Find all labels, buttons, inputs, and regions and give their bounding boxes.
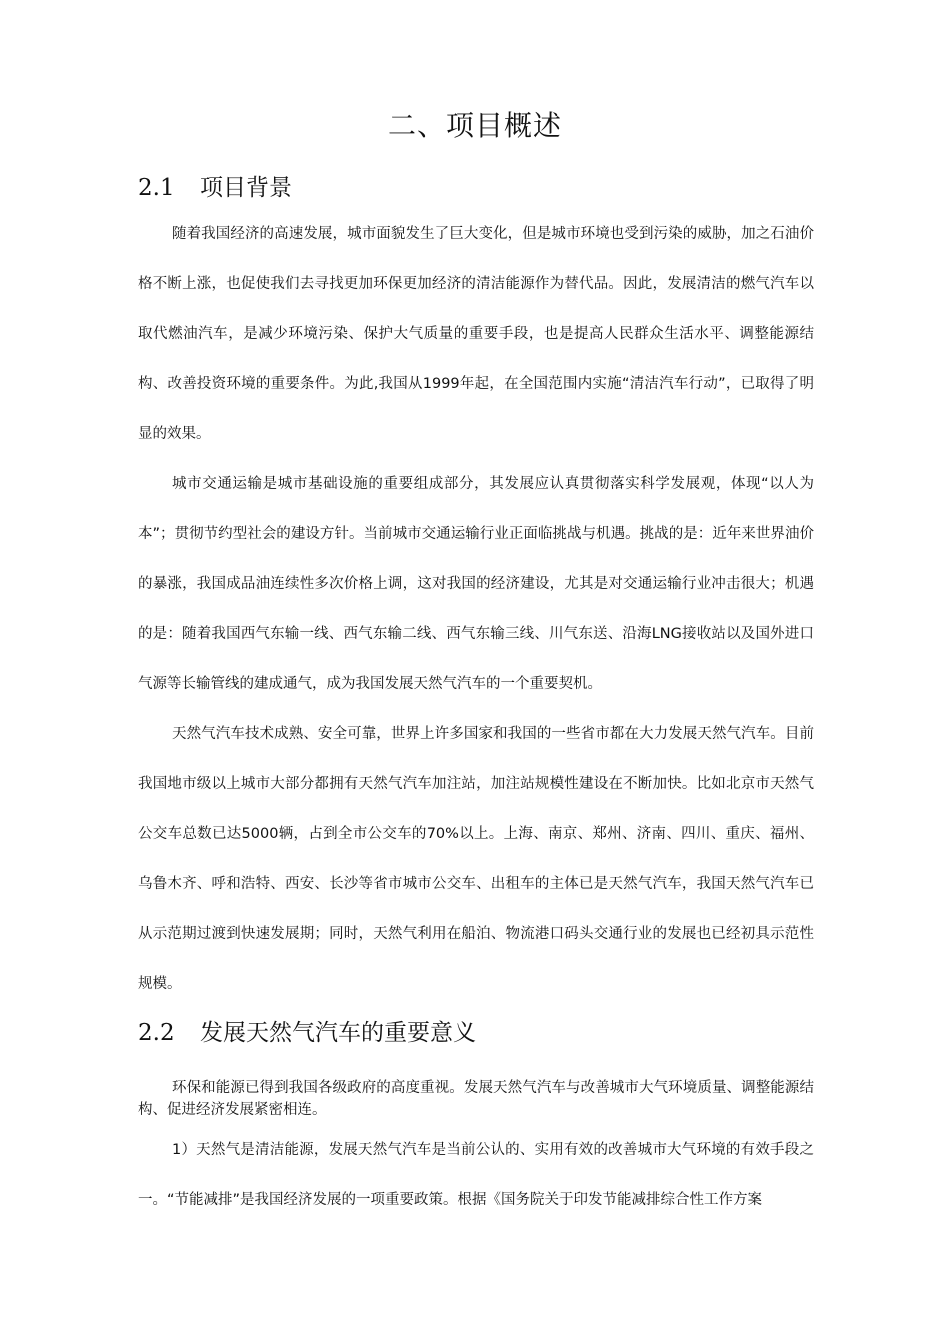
paragraph-significance-1: 1）天然气是清洁能源，发展天然气汽车是当前公认的、实用有效的改善城市大气环境的有效手段之一。“节能减排”是我国经济发展的一项重要政策。根据《国务院关于印发节能减排综合性工作方案 [138, 1142, 814, 1208]
chapter-title: 二、项目概述 [387, 109, 562, 142]
section-title: 发展天然气汽车的重要意义 [200, 1020, 476, 1046]
paragraph-background-3: 天然气汽车技术成熟、安全可靠，世界上许多国家和我国的一些省市都在大力发展天然气汽车。目前我国地市级以上城市大部分都拥有天然气汽车加注站，加注站规模性建设在不断加快。比如北京市天然气公交车总数已达5000辆，占到全市公交车的70%以上。上海、南京、郑州、济南、四川、重庆、福州、乌鲁木齐、呼和浩特、西安、长沙等省市城市公交车、出租车的主体已是天然气汽车，我国天然气汽车已从示范期过渡到快速发展期；同时，天然气利用在船泊、物流港口码头交通行业的发展也已经初具示范性规模。 [138, 726, 814, 992]
section-heading-2-1 [138, 172, 292, 204]
section-number: 2.2 [138, 1020, 175, 1046]
section-heading-2-2 [138, 1017, 476, 1049]
section-number: 2.1 [138, 175, 175, 201]
section-title: 项目背景 [200, 175, 292, 201]
paragraph-significance-intro: 环保和能源已得到我国各级政府的高度重视。发展天然气汽车与改善城市大气环境质量、调整能源结构、促进经济发展紧密相连。 [138, 1080, 814, 1118]
paragraph-background-2: 城市交通运输是城市基础设施的重要组成部分，其发展应认真贯彻落实科学发展观，体现“以人为本”；贯彻节约型社会的建设方针。当前城市交通运输行业正面临挑战与机遇。挑战的是：近年来世界油价的暴涨，我国成品油连续性多次价格上调，这对我国的经济建设，尤其是对交通运输行业冲击很大；机遇的是：随着我国西气东输一线、西气东输二线、西气东输三线、川气东送、沿海LNG接收站以及国外进口气源等长输管线的建成通气，成为我国发展天然气汽车的一个重要契机。 [138, 476, 814, 692]
paragraph-background-1: 随着我国经济的高速发展，城市面貌发生了巨大变化，但是城市环境也受到污染的威胁，加之石油价格不断上涨，也促使我们去寻找更加环保更加经济的清洁能源作为替代品。因此，发展清洁的燃气汽车以取代燃油汽车，是减少环境污染、保护大气质量的重要手段，也是提高人民群众生活水平、调整能源结构、改善投资环境的重要条件。为此,我国从1999年起，在全国范围内实施“清洁汽车行动”，已取得了明显的效果。 [138, 226, 814, 442]
